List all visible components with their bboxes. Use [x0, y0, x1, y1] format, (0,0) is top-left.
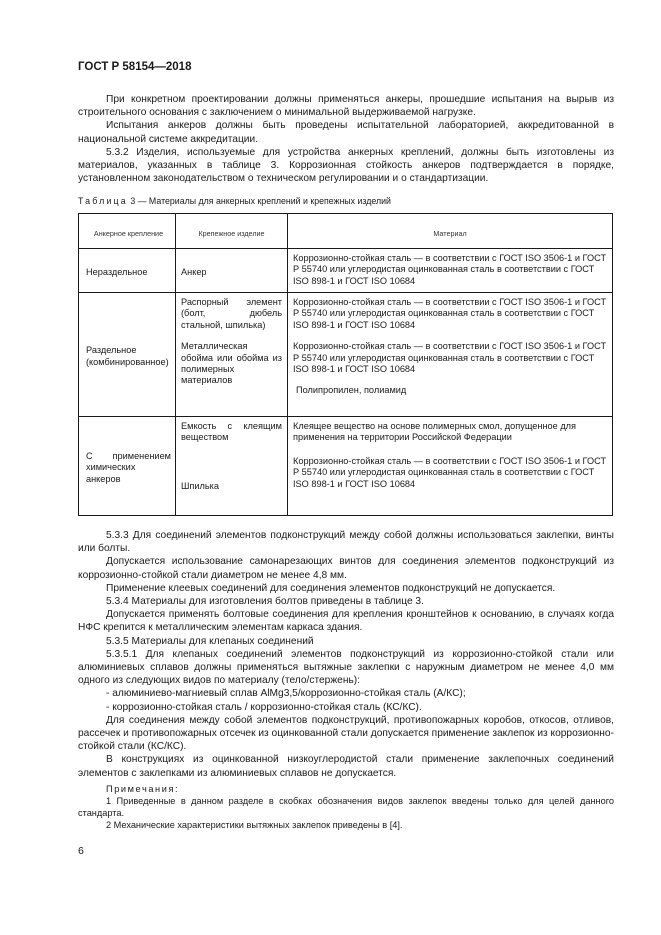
header-anchor-type: Анкерное крепление [79, 214, 176, 249]
list-item-rivet-b: - коррозионно-стойкая сталь / коррозионно-стойкая сталь (КС/КС). [106, 701, 422, 713]
cell-anchor-type: С применением химических анкеров [79, 417, 176, 516]
cell-fastener: Анкер [176, 249, 288, 293]
header-material: Материал [288, 214, 613, 249]
material-stud: Коррозионно-стойкая сталь — в соответствии с ГОСТ ISO 3506-1 и ГОСТ Р 55740 или углеродистая оцинкованная сталь в соответствии с ГОСТ ISO 898-1 и ГОСТ ISO 10684 [293, 455, 607, 489]
cell-fastener [176, 417, 288, 516]
table-caption [78, 196, 391, 206]
header-fastener: Крепежное изделие [176, 214, 288, 249]
paragraph-5-3-2: 5.3.2 Изделия, используемые для устройства анкерных креплений, должны быть изготовлены из материалов, указанных в таблице 3. Коррозионная стойкость анкеров подтверждается в порядке, установленном законодательством о техническом регулировании и о стандартизации. [78, 146, 614, 185]
notes-title: Примечания: [106, 783, 180, 794]
fastener-sleeve: Металлическая обойма или обойма из полимерных материалов [181, 341, 282, 386]
material-sleeve-polymer: Полипропилен, полиамид [296, 385, 407, 396]
material-adhesive: Клеящее вещество на основе полимерных смол, допущенное для применения на территории Российской Федерации [293, 421, 577, 443]
table-row [79, 293, 613, 417]
paragraph-5-3-3: 5.3.3 Для соединений элементов подконструкций между собой должны использоваться заклепки, винты или болты. [78, 530, 614, 555]
table-row [79, 417, 613, 516]
cell-fastener [176, 293, 288, 417]
page-number: 6 [78, 845, 84, 857]
table-row [79, 249, 613, 293]
note-1: 1 Приведенные в данном разделе в скобках обозначения видов заклепок введены только для целей данного стандарта. [78, 795, 614, 818]
notes-block [78, 783, 614, 831]
material-spacer: Коррозионно-стойкая сталь — в соответствии с ГОСТ ISO 3506-1 и ГОСТ Р 55740 или углеродистая оцинкованная сталь в соответствии с ГОСТ ISO 898-1 и ГОСТ ISO 10684 [293, 297, 607, 330]
table-caption-text: 3 — Материалы для анкерных креплений и крепежных изделий [130, 196, 391, 206]
paragraph-bolted-joints: Допускается применять болтовые соединения для крепления кронштейнов к основанию, в случаях когда НФС крепится к металлическим элементам каркаса здания. [78, 609, 614, 634]
paragraph-5-3-5-1: 5.3.5.1 Для клепаных соединений элементов подконструкций из коррозионно-стойкой стали или алюминиевых сплавов должны применяться вытяжные заклепки с наружным диаметром не менее 4,0 мм одного из следующих видов по материалу (тело/стержень): [78, 648, 614, 687]
paragraph-anchors-testing: При конкретном проектировании должны применяться анкеры, прошедшие испытания на вырыв из строительного основания с заключением о минимальной выдерживаемой нагрузке. [78, 94, 614, 119]
intro-section [78, 93, 614, 185]
paragraph-5-3-4: 5.3.4 Материалы для изготовления болтов приведены в таблице 3. [106, 596, 424, 608]
cell-anchor-type: Нераздельное [79, 249, 176, 293]
cell-material: Коррозионно-стойкая сталь — в соответствии с ГОСТ ISO 3506-1 и ГОСТ Р 55740 или углеродистая оцинкованная сталь в соответствии с ГОСТ ISO 898-1 и ГОСТ ISO 10684 [288, 249, 613, 293]
table-header-row [79, 214, 613, 249]
fastener-spacer: Распорный элемент (болт, дюбель стальной, шпилька) [181, 297, 282, 330]
paragraph-galvanized-joints: Для соединения между собой элементов подконструкций, противопожарных коробов, откосов, отливов, рассечек и противопожарных отсечек из оцинкованной стали допускается применение заклепок из коррозионно-стойкой стали (КС/КС). [78, 714, 614, 753]
paragraph-low-carbon-steel: В конструкциях из оцинкованной низкоуглеродистой стали применение заклепочных соединений элементов с заклепками из алюминиевых сплавов не допускается. [78, 754, 614, 779]
document-header: ГОСТ Р 58154—2018 [78, 61, 192, 73]
table-caption-word: Таблица [78, 196, 128, 206]
fastener-adhesive-capsule: Емкость с клеящим веществом [181, 421, 282, 443]
paragraph-5-3-5: 5.3.5 Материалы для клепаных соединений [106, 635, 314, 647]
fasteners-section [78, 529, 614, 831]
fastener-stud: Шпилька [181, 480, 220, 491]
paragraph-adhesive-joints: Применение клеевых соединений для соединения элементов подконструкций не допускается. [106, 582, 556, 594]
paragraph-self-tapping-screws: Допускается использование самонарезающих винтов для соединения элементов подконструкций из коррозионно-стойкой стали диаметром не менее 4,8 мм. [78, 556, 614, 581]
note-2: 2 Механические характеристики вытяжных заклепок приведены в [4]. [106, 819, 403, 830]
cell-material [288, 417, 613, 516]
list-item-rivet-a: - алюминиево-магниевый сплав AlMg3,5/коррозионно-стойкая сталь (А/КС); [106, 688, 466, 700]
materials-table [78, 213, 613, 516]
cell-material [288, 293, 613, 417]
cell-anchor-type: Раздельное (комбинированное) [79, 293, 176, 417]
paragraph-lab-accreditation: Испытания анкеров должны быть проведены испытательной лабораторией, аккредитованной в национальной системе аккредитации. [78, 120, 614, 145]
material-sleeve-metal: Коррозионно-стойкая сталь — в соответствии с ГОСТ ISO 3506-1 и ГОСТ Р 55740 или углеродистая оцинкованная сталь в соответствии с ГОСТ ISO 898-1 и ГОСТ ISO 10684 [293, 341, 607, 375]
